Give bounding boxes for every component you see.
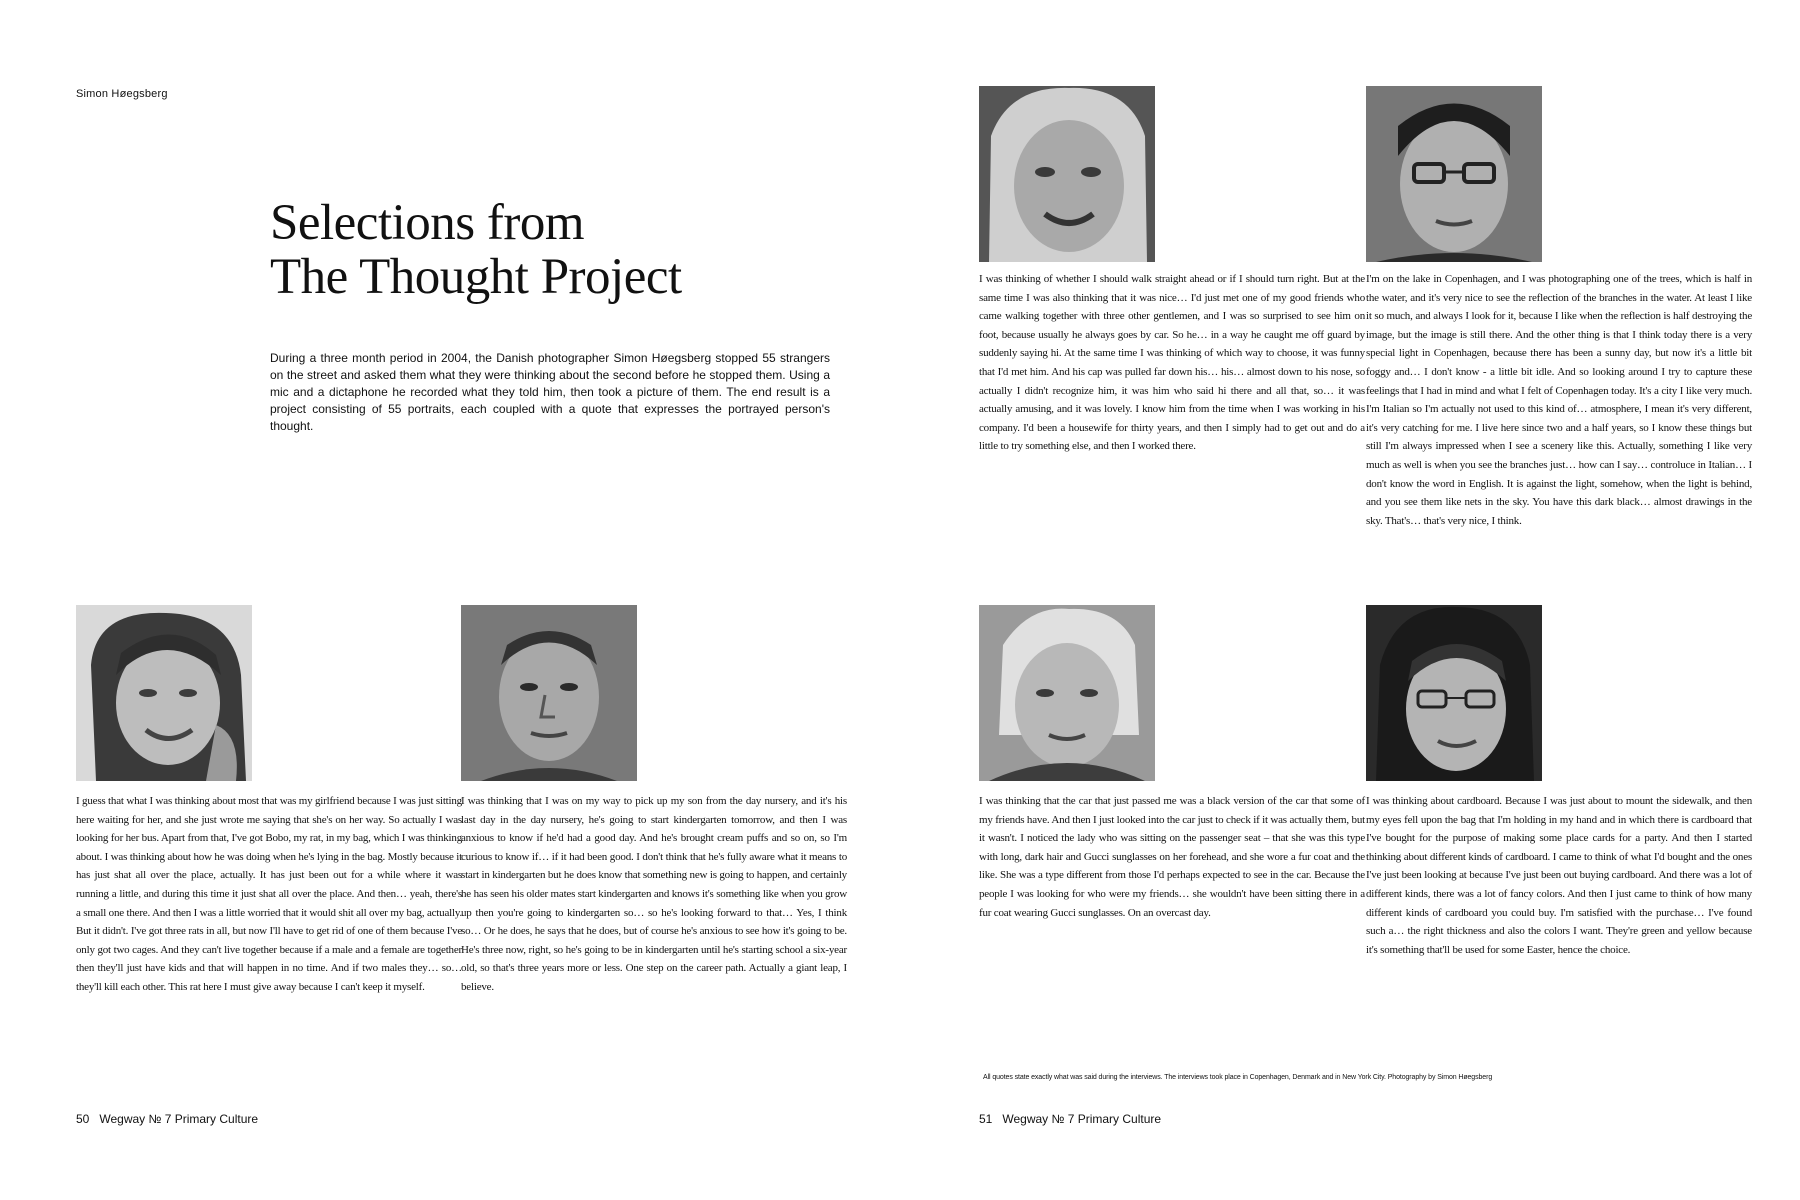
publication-name-left: Wegway № 7 Primary Culture — [99, 1112, 259, 1126]
author-name: Simon Høegsberg — [76, 88, 168, 100]
footer-right — [979, 1112, 1161, 1126]
quote-6: I was thinking about cardboard. Because I was just about to mount the sidewalk, and then my eyes fell upon the bag that I'm holding in my hand and in which there is cardboard that I've bought for the purpose of making some place cards for a party. And then I started thinking about different kinds of cardboard. I came to think of what I'd bought and the ones I've just been looking at because I've just been out buying cardboard. And there was a lot of different kinds, there was a lot of fancy colors. And then I just came to think of how many different kinds of cardboard you could buy. I'm satisfied with the purchase… I've found such a… the right thickness and also the colors I want. They're green and yellow because it's something that'll be used for some Easter, hence the choice. — [1366, 795, 1752, 956]
photo-credit: All quotes state exactly what was said during the interviews. The interviews took place in Copenhagen, Denmark and in New York City. Photography by Simon Høegsberg — [983, 1074, 1493, 1081]
page-number-left: 50 — [76, 1112, 90, 1126]
article-title — [270, 196, 682, 304]
publication-name-right: Wegway № 7 Primary Culture — [1002, 1112, 1162, 1126]
portrait-photo-5 — [979, 605, 1155, 781]
quote-2: I was thinking that I was on my way to pick up my son from the day nursery, and it's his last day in the day nursery, he's going to start kindergarten tomorrow, and then I was anxious to know if he'd had a good day. And he's brought cream puffs and so on, so I'm curious to know if… if it had been good. I don't think that he's fully aware what it means to start in kindergarten but he does know that something new is going to happen, and certainly he has seen his older mates start kindergarten and knows it's something like when you grow up then you're going to kindergarten so… so he's looking forward to that… Yes, I think so… Or he does, he says that he does, but of course he's anxious to see how it's going to be. He's three now, right, so he's going to be in kindergarten until he's starting school a six-year old, so that's three years more or less. One step on the career path. Actually a giant leap, I believe. — [461, 795, 847, 993]
portrait-photo-3 — [979, 86, 1155, 262]
title-line-2: The Thought Project — [270, 249, 682, 305]
intro-paragraph: During a three month period in 2004, the Danish photographer Simon Høegsberg stopped 55 strangers on the street and asked them what they were thinking about the second before he stopped them. Using a mic and a dictaphone he recorded what they told him, then took a picture of them. The end result is a project consisting of 55 portraits, each coupled with a quote that expresses the portrayed person's thought. — [270, 351, 830, 433]
portrait-photo-2 — [461, 605, 637, 781]
quote-3: I was thinking of whether I should walk straight ahead or if I should turn right. But at the same time I was also thinking that it was nice… I'd just met one of my good friends who came walking together with three other gentlemen, and I was so surprised to see him on foot, because usually he always goes by car. So he… in a way he caught me off guard by suddenly saying hi. At the same time I was thinking of which way to choose, it was funny that I'd met him. And his cap was pulled far down his… his… almost down to his nose, so actually I didn't recognize him, it was him who said hi there and all that, so… it was actually amusing, and it was lovely. I know him from the time when I was working in his company. I'd been a housewife for thirty years, and then I simply had to get out and do a little to try something else, and then I worked there. — [979, 273, 1365, 453]
portrait-photo-4 — [1366, 86, 1542, 262]
title-line-1: Selections from — [270, 195, 585, 251]
page-number-right: 51 — [979, 1112, 993, 1126]
footer-left — [76, 1112, 258, 1126]
portrait-photo-6 — [1366, 605, 1542, 781]
quote-5: I was thinking that the car that just passed me was a black version of the car that some of my friends have. And then I just looked into the car just to check if it was actually them, but it wasn't. I noticed the lady who was sitting on the passenger seat – that she was this type with long, dark hair and Gucci sunglasses on her forehead, and she wore a fur coat and the like. She was a type different from those I'd perhaps expected to see in the car. Because the people I was looking for who were my friends… she wouldn't have been sitting there in a fur coat wearing Gucci sunglasses. On an overcast day. — [979, 795, 1365, 919]
quote-4: I'm on the lake in Copenhagen, and I was photographing one of the trees, which is half in the water, and it's very nice to see the reflection of the branches in the water. At least I like it so much, and always I look for it, because I like when the reflection is half destroying the image, but the image is still there. And the other thing is that I think today there is a very special light in Copenhagen, because there has been a sunny day, but now it's a little bit foggy and… I don't know - a little bit idle. And so looking around I try to capture these feelings that I had in mind and what I felt of Copenhagen today. It's a city I like very much. I'm Italian so I'm actually not used to this kind of… atmosphere, I mean it's very different, it's very catching for me. I live here since two and a half years, so I know these things but still I'm always impressed when I see a scenery like this. Actually, something I like very much as well is when you see the branches just… how can I say… controluce in Italian… I don't know the word in English. It is against the light, somehow, when the light is behind, and you see them like nets in the sky. You have this dark black… almost drawings in the sky. That's… that's very nice, I think. — [1366, 273, 1752, 527]
quote-1: I guess that what I was thinking about most that was my girlfriend because I was just sitting here waiting for her, and she just wrote me saying that she's on her way. So actually I was looking for her bus. Apart from that, I've got Bobo, my rat, in my bag, which I was thinking about. I was thinking about how he was doing when he's lying in the bag. Mostly because it has just shat all over the place, actually. It has just been out for a while where it was running a little, and during this time it just shat all over the place. And then… yeah, there's a small one there. And then I was a little worried that it would shit all over my bag, actually. But it didn't. I've got three rats in all, but now I'll have to get rid of one of them because I've only got two cages. And they can't live together because if a male and a female are together then they'll just have kids and that will happen in no time. And if two males they… so… they'll kill each other. This rat here I must give away because I can't keep it myself. — [76, 795, 462, 993]
portrait-photo-1 — [76, 605, 252, 781]
